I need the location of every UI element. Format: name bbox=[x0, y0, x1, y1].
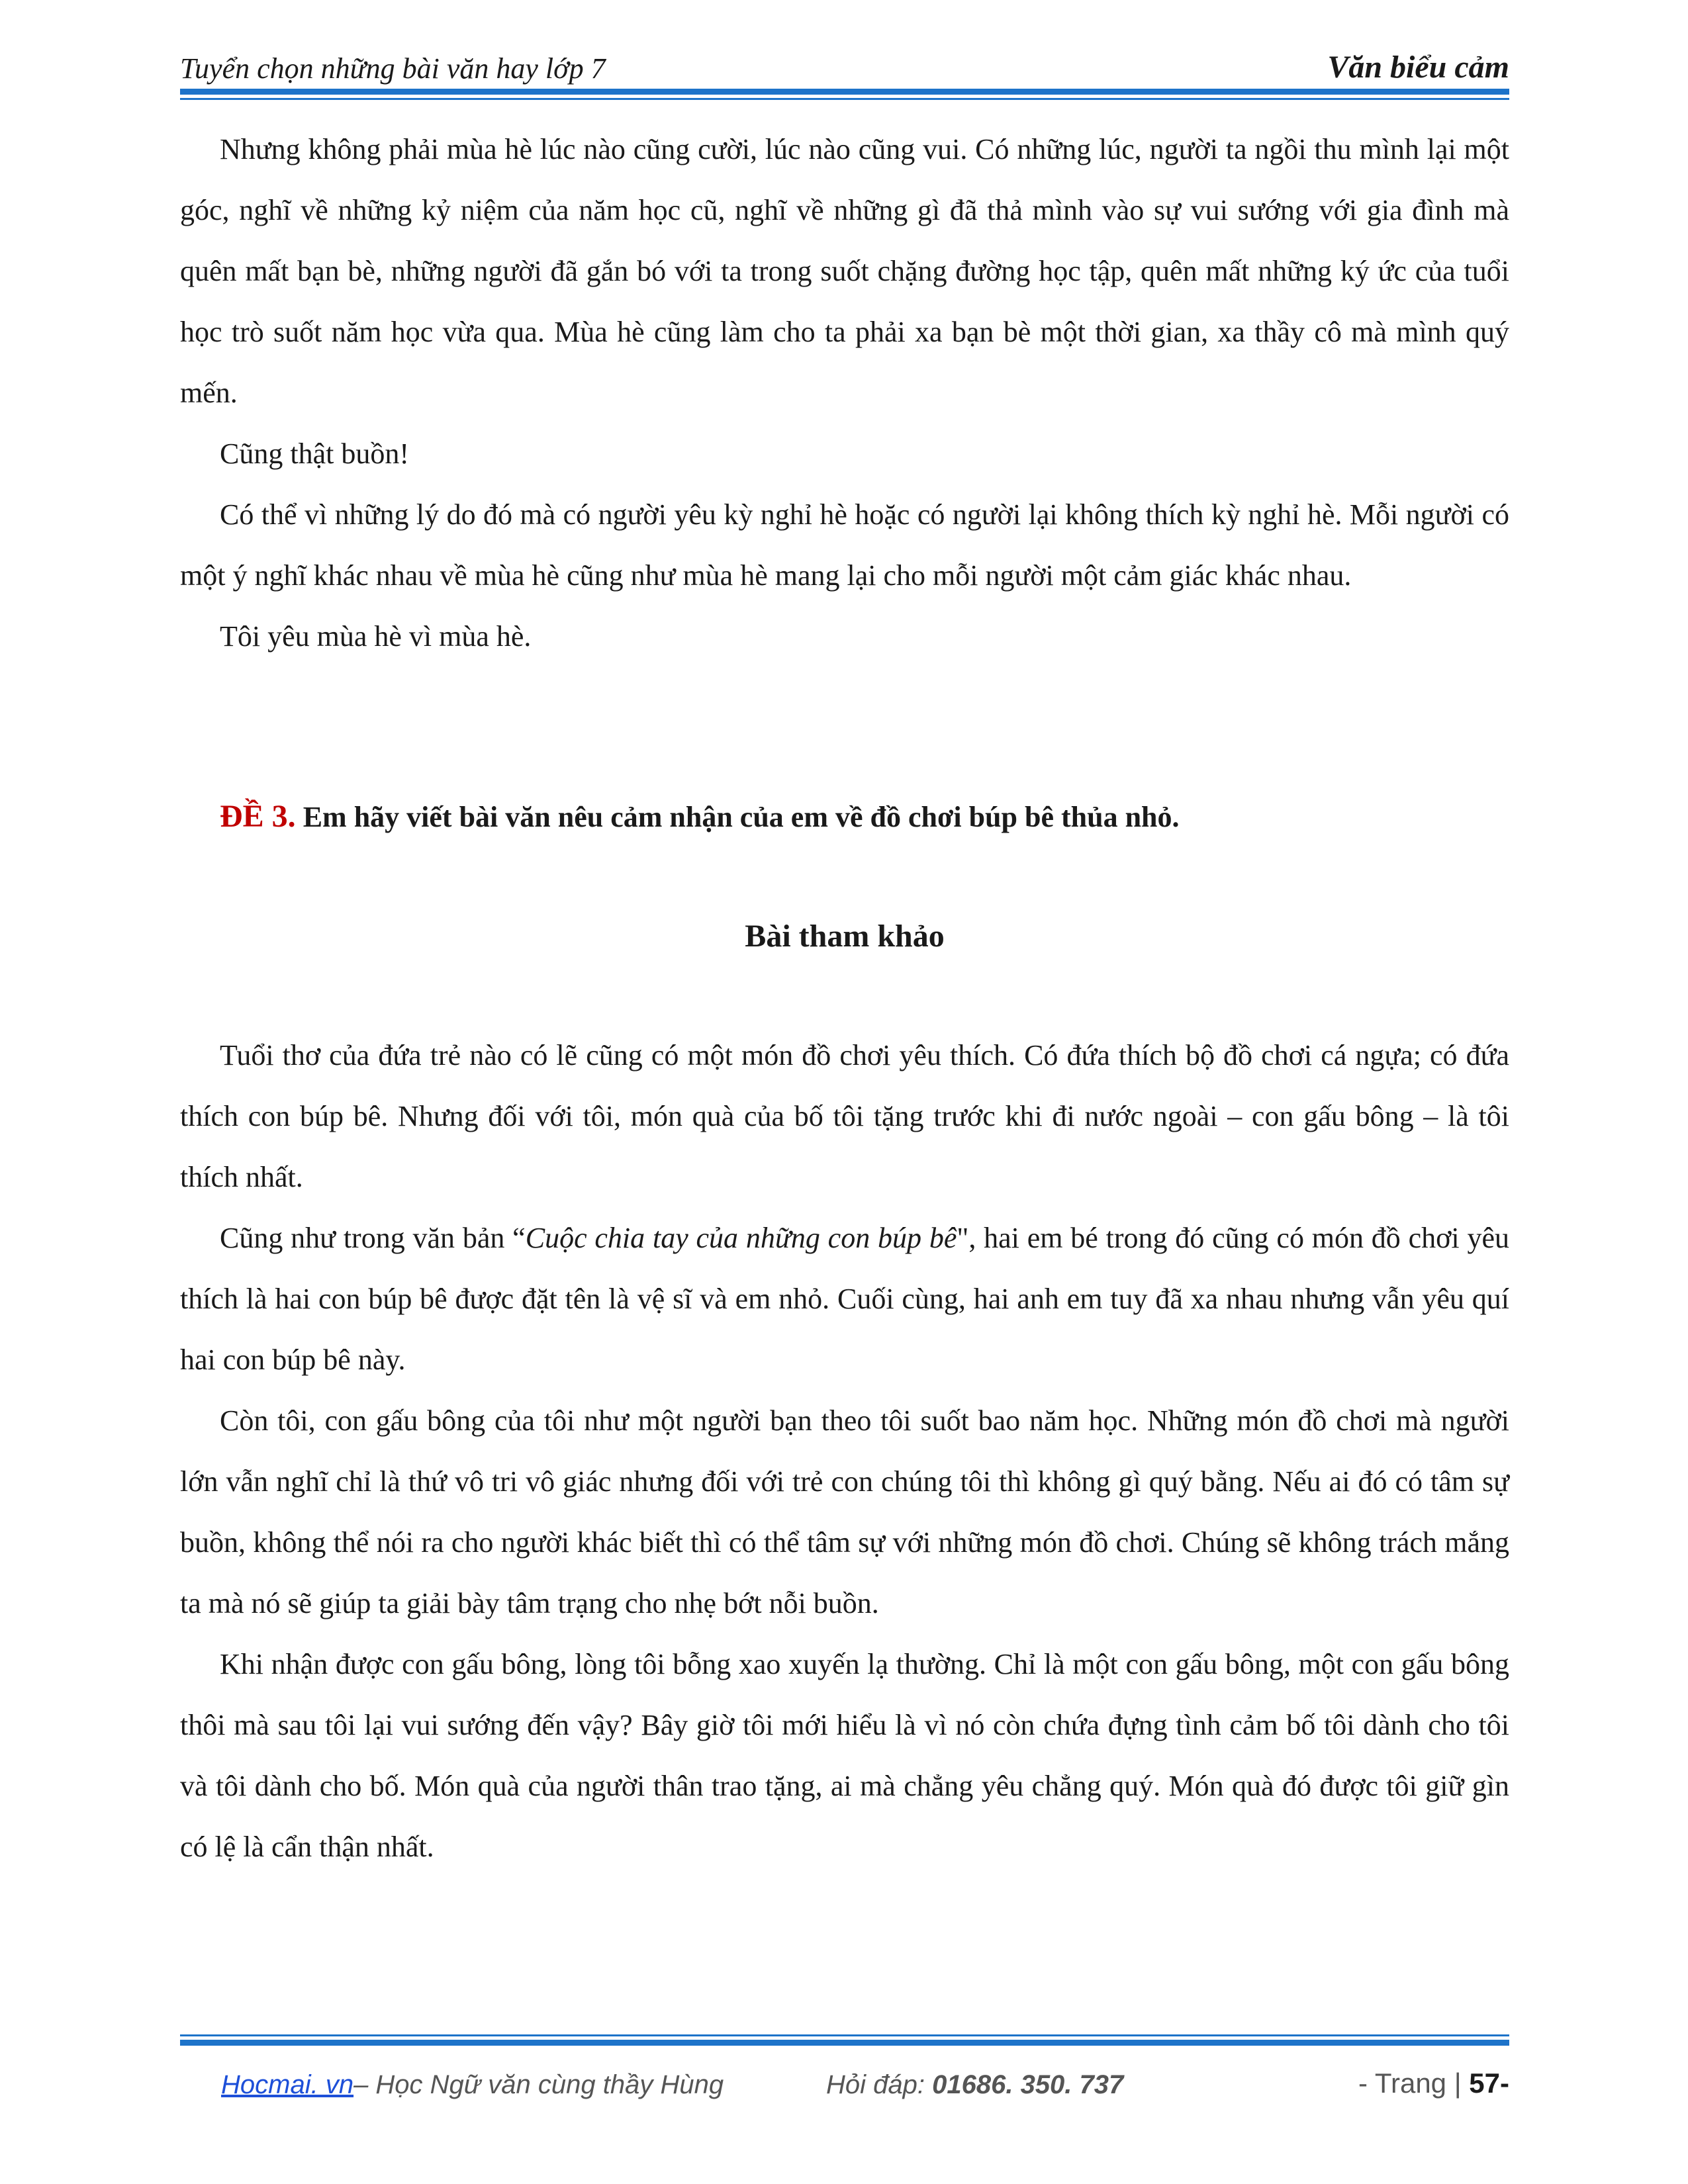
question-heading bbox=[180, 786, 1509, 848]
paragraph: Cũng thật buồn! bbox=[220, 437, 409, 470]
hotline-number: 01686. 350. 737 bbox=[932, 2070, 1124, 2099]
paragraph-text: Cũng như trong văn bản “ bbox=[220, 1222, 526, 1254]
hotline-label: Hỏi đáp: bbox=[826, 2070, 933, 2099]
paragraph: Tôi yêu mùa hè vì mùa hè. bbox=[220, 620, 532, 653]
paragraph: Còn tôi, con gấu bông của tôi như một người bạn theo tôi suốt bao năm học. Những món đồ chơi mà người lớn vẫn nghĩ chỉ là thứ vô tri vô giác nhưng đối với trẻ con chúng tôi thì không gì quý bằng. Nếu ai đó có tâm sự buồn, không thể nói ra cho người khác biết thì có thể tâm sự với những món đồ chơi. Chúng sẽ không trách mắng ta mà nó sẽ giúp ta giải bày tâm trạng cho nhẹ bớt nỗi buồn. bbox=[180, 1404, 1509, 1619]
paragraph: Có thể vì những lý do đó mà có người yêu kỳ nghỉ hè hoặc có người lại không thích kỳ nghỉ hè. Mỗi người có một ý nghĩ khác nhau về mùa hè cũng như mùa hè mang lại cho mỗi người một cảm giác khác nhau. bbox=[180, 498, 1509, 592]
footer-brand bbox=[221, 2070, 724, 2100]
footer-rule-thick bbox=[180, 2040, 1509, 2046]
footer-rule-thin bbox=[180, 2034, 1509, 2036]
paragraph-text: ", hai em bé trong đó cũng có món đồ chơi yêu thích là hai con búp bê được đặt tên là vệ sĩ và em nhỏ. Cuối cùng, hai anh em tuy đã xa nhau nhưng vẫn yêu quí hai con búp bê này. bbox=[180, 1222, 1509, 1376]
work-title: Cuộc chia tay của những con búp bê bbox=[525, 1222, 957, 1254]
header-title: Tuyển chọn những bài văn hay lớp 7 bbox=[180, 52, 606, 85]
header-rule-thick bbox=[180, 89, 1509, 95]
section-title: Bài tham khảo bbox=[745, 919, 945, 954]
header-rule-thin bbox=[180, 98, 1509, 100]
question-text: Em hãy viết bài văn nêu cảm nhận của em về đồ chơi búp bê thủa nhỏ. bbox=[295, 801, 1180, 833]
footer-hotline bbox=[826, 2070, 1123, 2100]
page-prefix: - Trang | bbox=[1358, 2068, 1470, 2099]
page-content bbox=[180, 119, 1509, 1878]
paragraph: Khi nhận được con gấu bông, lòng tôi bỗng xao xuyến lạ thường. Chỉ là một con gấu bông, một con gấu bông thôi mà sau tôi lại vui sướng đến vậy? Bây giờ tôi mới hiểu là vì nó còn chứa đựng tình cảm bố tôi dành cho tôi và tôi dành cho bố. Món quà của người thân trao tặng, ai mà chẳng yêu chẳng quý. Món quà đó được tôi giữ gìn có lệ là cẩn thận nhất. bbox=[180, 1648, 1509, 1863]
header-subject: Văn biểu cảm bbox=[1327, 50, 1509, 85]
footer-tagline: – Học Ngữ văn cùng thầy Hùng bbox=[353, 2070, 724, 2099]
page-number bbox=[1358, 2068, 1509, 2099]
paragraph bbox=[180, 1208, 1509, 1390]
question-label: ĐỀ 3. bbox=[220, 799, 296, 834]
paragraph: Tuổi thơ của đứa trẻ nào có lẽ cũng có một món đồ chơi yêu thích. Có đứa thích bộ đồ chơi cá ngựa; có đứa thích con búp bê. Nhưng đối với tôi, món quà của bố tôi tặng trước khi đi nước ngoài – con gấu bông – là tôi thích nhất. bbox=[180, 1039, 1509, 1193]
page-number-value: 57- bbox=[1469, 2068, 1509, 2099]
footer-link[interactable]: Hocmai. vn bbox=[221, 2070, 354, 2099]
paragraph: Nhưng không phải mùa hè lúc nào cũng cười, lúc nào cũng vui. Có những lúc, người ta ngồi thu mình lại một góc, nghĩ về những kỷ niệm của năm học cũ, nghĩ về những gì đã thả mình vào sự vui sướng với gia đình mà quên mất bạn bè, những người đã gắn bó với ta trong suốt chặng đường học tập, quên mất những ký ức của tuổi học trò suốt năm học vừa qua. Mùa hè cũng làm cho ta phải xa bạn bè một thời gian, xa thầy cô mà mình quý mến. bbox=[180, 133, 1509, 409]
spacer bbox=[180, 667, 1509, 786]
